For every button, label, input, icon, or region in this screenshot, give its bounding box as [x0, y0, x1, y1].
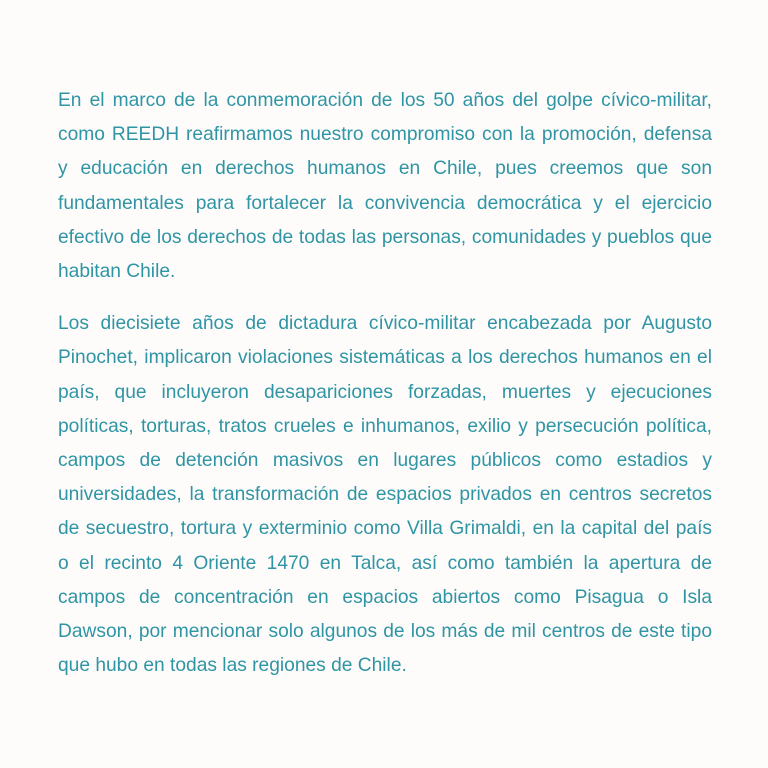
paragraph-commemoration: En el marco de la conmemoración de los 50 años del golpe cívico-militar, como REEDH reafirmamos nuestro compromiso con la promoción, defensa y educación en derechos humanos en Chile, pues creemos que son fundamentales para fortalecer la convivencia democrática y el ejercicio efectivo de los derechos de todas las personas, comunidades y pueblos que habitan Chile. [58, 90, 712, 283]
paragraph-dictatorship: Los diecisiete años de dictadura cívico-militar encabezada por Augusto Pinochet, implicaron violaciones sistemáticas a los derechos humanos en el país, que incluyeron desapariciones forzadas, muertes y ejecuciones políticas, torturas, tratos crueles e inhumanos, exilio y persecución política, campos de detención masivos en lugares públicos como estadios y universidades, la transformación de espacios privados en centros secretos de secuestro, tortura y exterminio como Villa Grimaldi, en la capital del país o el recinto 4 Oriente 1470 en Talca, así como también la apertura de campos de concentración en espacios abiertos como Pisagua o Isla Dawson, por mencionar solo algunos de los más de mil centros de este tipo que hubo en todas las regiones de Chile. [58, 313, 712, 677]
document-body [58, 84, 712, 683]
